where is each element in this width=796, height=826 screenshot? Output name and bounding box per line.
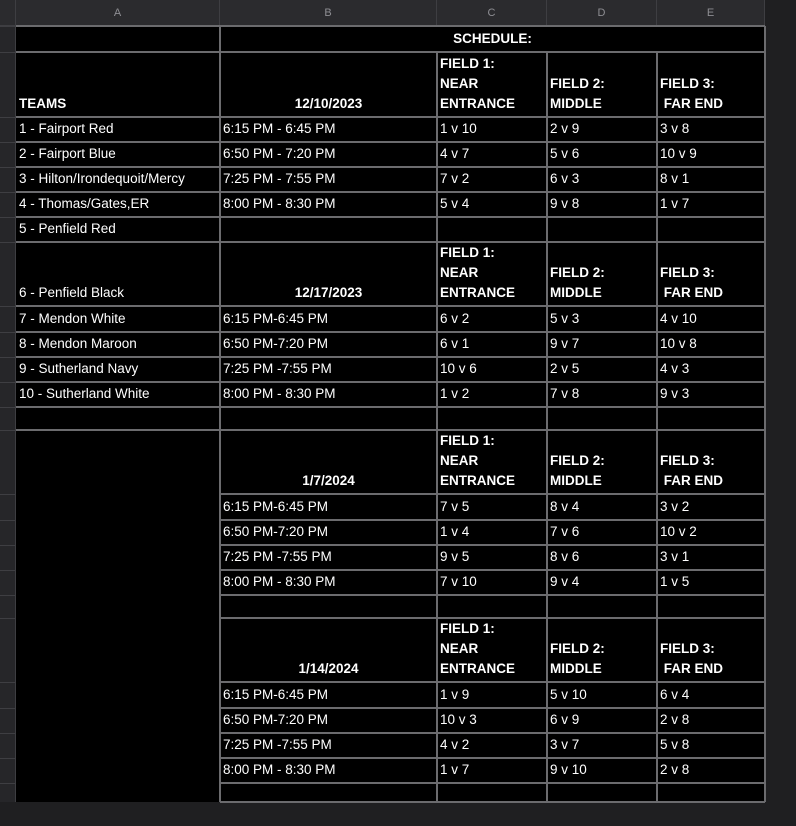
grid-line-horizontal (16, 356, 220, 358)
team-item[interactable]: 10 - Sutherland White (19, 386, 150, 401)
grid-line-horizontal (16, 51, 220, 53)
row-divider (0, 306, 16, 307)
date-header[interactable]: 12/10/2023 (294, 96, 363, 111)
grid-line-vertical (656, 52, 658, 802)
field-2-match-cell[interactable]: 9 v 8 (550, 196, 580, 211)
field-3-header[interactable] (657, 52, 765, 117)
row-divider (0, 217, 16, 218)
time-slot-cell[interactable]: 6:15 PM-6:45 PM (223, 311, 329, 326)
field-2-match-cell[interactable]: 8 v 4 (550, 499, 580, 514)
field-1-match-cell[interactable]: 10 v 3 (440, 712, 477, 727)
time-slot-cell[interactable]: 7:25 PM - 7:55 PM (223, 171, 336, 186)
row-divider (0, 682, 16, 683)
grid-line-horizontal (16, 116, 220, 118)
field-1-match-cell[interactable]: 4 v 7 (440, 146, 470, 161)
field-3-header-line: FIELD 3: (660, 265, 715, 280)
grid-line-horizontal (220, 356, 765, 358)
grid-line-horizontal (220, 594, 765, 596)
grid-line-horizontal (220, 305, 765, 307)
field-3-match-cell[interactable]: 10 v 8 (660, 336, 697, 351)
field-1-match-cell[interactable]: 1 v 2 (440, 386, 470, 401)
time-slot-cell[interactable]: 8:00 PM - 8:30 PM (223, 574, 336, 589)
grid-line-horizontal (220, 544, 765, 546)
field-2-header-line: FIELD 2: (550, 641, 605, 656)
grid-line-horizontal (16, 305, 220, 307)
field-3-header-line: FIELD 3: (660, 641, 715, 656)
field-2-header-line: FIELD 2: (550, 265, 605, 280)
date-header[interactable]: 1/14/2024 (298, 661, 359, 676)
row-divider (0, 357, 16, 358)
time-slot-cell[interactable]: 6:50 PM - 7:20 PM (223, 146, 336, 161)
field-1-match-cell[interactable]: 7 v 2 (440, 171, 470, 186)
column-header-bar (0, 0, 766, 27)
field-3-header-line: FAR END (660, 661, 724, 676)
select-all-corner[interactable] (0, 0, 16, 26)
field-2-match-cell[interactable]: 9 v 4 (550, 574, 580, 589)
field-1-match-cell[interactable]: 1 v 4 (440, 524, 470, 539)
field-3-header-line: FAR END (660, 285, 724, 300)
grid-line-horizontal (220, 191, 765, 193)
field-1-match-cell[interactable]: 7 v 10 (440, 574, 477, 589)
field-3-header[interactable] (657, 430, 765, 494)
row-divider (0, 52, 16, 53)
field-1-header-line: FIELD 1: (440, 621, 495, 636)
field-3-header-line: FAR END (660, 96, 724, 111)
time-slot-cell[interactable]: 6:50 PM-7:20 PM (223, 524, 329, 539)
row-divider (0, 407, 16, 408)
field-2-match-cell[interactable]: 2 v 9 (550, 121, 580, 136)
time-slot-cell[interactable]: 7:25 PM -7:55 PM (223, 361, 332, 376)
grid-line-horizontal (16, 331, 220, 333)
row-divider (0, 545, 16, 546)
field-1-match-cell[interactable]: 1 v 9 (440, 687, 470, 702)
row-divider (0, 142, 16, 143)
grid-line-horizontal (220, 617, 765, 619)
grid-line-horizontal (220, 493, 765, 495)
row-divider (0, 494, 16, 495)
field-1-match-cell[interactable]: 6 v 2 (440, 311, 470, 326)
grid-line-horizontal (220, 782, 765, 784)
grid-line-vertical (219, 26, 221, 802)
team-item[interactable]: 5 - Penfield Red (19, 221, 116, 236)
row-divider (0, 783, 16, 784)
field-3-header[interactable] (657, 618, 765, 682)
grid-line-horizontal (220, 732, 765, 734)
row-divider (0, 618, 16, 619)
row-divider (0, 758, 16, 759)
team-item[interactable]: 4 - Thomas/Gates,ER (19, 196, 150, 211)
field-2-header-line: MIDDLE (550, 661, 602, 676)
field-2-header-line: FIELD 2: (550, 453, 605, 468)
teams-header[interactable]: TEAMS (19, 96, 67, 111)
grid-line-horizontal (220, 216, 765, 218)
row-number-gutter (0, 26, 16, 802)
column-header-c[interactable]: C (437, 0, 547, 26)
grid-line-horizontal (220, 141, 765, 143)
field-1-header[interactable] (437, 430, 547, 494)
bottom-margin (0, 802, 796, 826)
grid-line-horizontal (220, 406, 765, 408)
field-2-match-cell[interactable]: 9 v 7 (550, 336, 580, 351)
field-2-match-cell[interactable]: 6 v 3 (550, 171, 580, 186)
grid-line-horizontal (16, 25, 220, 27)
field-1-header-line: ENTRANCE (440, 96, 516, 111)
field-2-match-cell[interactable]: 6 v 9 (550, 712, 580, 727)
field-2-match-cell[interactable]: 3 v 7 (550, 737, 580, 752)
grid-line-horizontal (220, 519, 765, 521)
row-divider (0, 117, 16, 118)
team-item[interactable]: 3 - Hilton/Irondequoit/Mercy (19, 171, 185, 186)
row-divider (0, 192, 16, 193)
field-1-header-line: FIELD 1: (440, 245, 495, 260)
field-2-header[interactable] (547, 242, 657, 306)
field-1-header-line: ENTRANCE (440, 661, 516, 676)
grid-line-horizontal (220, 681, 765, 683)
field-1-header-line: NEAR (440, 453, 479, 468)
field-1-header-line: ENTRANCE (440, 285, 516, 300)
field-3-header-line: FIELD 3: (660, 76, 715, 91)
team-item[interactable]: 7 - Mendon White (19, 311, 126, 326)
field-2-header[interactable] (547, 430, 657, 494)
field-1-header[interactable] (437, 242, 547, 306)
field-1-match-cell[interactable]: 9 v 5 (440, 549, 470, 564)
grid-line-horizontal (220, 569, 765, 571)
field-1-match-cell[interactable]: 7 v 5 (440, 499, 470, 514)
field-1-match-cell[interactable]: 1 v 10 (440, 121, 477, 136)
time-slot-cell[interactable]: 6:50 PM-7:20 PM (223, 712, 329, 727)
row-divider (0, 520, 16, 521)
row-divider (0, 708, 16, 709)
time-slot-cell[interactable]: 8:00 PM - 8:30 PM (223, 386, 336, 401)
grid-line-horizontal (16, 166, 220, 168)
field-3-match-cell[interactable]: 2 v 8 (660, 762, 690, 777)
grid-line-horizontal (16, 141, 220, 143)
grid-line-horizontal (220, 801, 765, 803)
grid-line-horizontal (220, 707, 765, 709)
field-3-match-cell[interactable]: 9 v 3 (660, 386, 690, 401)
field-3-header-line: FAR END (660, 473, 724, 488)
grid-line-horizontal (16, 191, 220, 193)
field-3-match-cell[interactable]: 10 v 2 (660, 524, 697, 539)
column-header-b[interactable]: B (220, 0, 437, 26)
date-header[interactable]: 12/17/2023 (294, 285, 363, 300)
row-divider (0, 332, 16, 333)
row-divider (0, 733, 16, 734)
team-item[interactable]: 2 - Fairport Blue (19, 146, 116, 161)
field-1-match-cell[interactable]: 10 v 6 (440, 361, 477, 376)
field-3-match-cell[interactable]: 3 v 1 (660, 549, 690, 564)
grid-line-horizontal (220, 381, 765, 383)
field-1-match-cell[interactable]: 1 v 7 (440, 762, 470, 777)
time-slot-cell[interactable]: 6:15 PM-6:45 PM (223, 687, 329, 702)
field-1-header-line: NEAR (440, 76, 479, 91)
field-2-match-cell[interactable]: 7 v 6 (550, 524, 580, 539)
grid-line-horizontal (220, 166, 765, 168)
field-2-header-line: MIDDLE (550, 473, 602, 488)
grid-line-vertical (764, 26, 766, 802)
schedule-title[interactable]: SCHEDULE: (453, 31, 532, 46)
row-divider (0, 382, 16, 383)
time-slot-cell[interactable]: 7:25 PM -7:55 PM (223, 549, 332, 564)
field-3-match-cell[interactable]: 5 v 8 (660, 737, 690, 752)
grid-line-vertical (436, 52, 438, 802)
field-2-header-line: MIDDLE (550, 285, 602, 300)
field-3-match-cell[interactable]: 1 v 7 (660, 196, 690, 211)
field-1-header-line: NEAR (440, 265, 479, 280)
date-header[interactable]: 1/7/2024 (302, 473, 355, 488)
field-1-header-line: ENTRANCE (440, 473, 516, 488)
row-divider (0, 26, 16, 27)
grid-line-horizontal (16, 429, 220, 431)
field-3-match-cell[interactable]: 4 v 3 (660, 361, 690, 376)
field-1-match-cell[interactable]: 6 v 1 (440, 336, 470, 351)
field-2-match-cell[interactable]: 7 v 8 (550, 386, 580, 401)
team-item[interactable]: 1 - Fairport Red (19, 121, 114, 136)
grid-line-horizontal (220, 757, 765, 759)
grid-line-horizontal (16, 216, 220, 218)
grid-line-horizontal (220, 116, 765, 118)
time-slot-cell[interactable]: 6:50 PM-7:20 PM (223, 336, 329, 351)
grid-line-horizontal (220, 331, 765, 333)
grid-line-horizontal (220, 429, 765, 431)
row-divider (0, 167, 16, 168)
time-slot-cell[interactable]: 8:00 PM - 8:30 PM (223, 196, 336, 211)
field-2-header-line: FIELD 2: (550, 76, 605, 91)
grid-line-horizontal (220, 241, 765, 243)
field-3-header-line: FIELD 3: (660, 453, 715, 468)
grid-line-horizontal (220, 51, 765, 53)
right-margin (765, 0, 796, 826)
field-2-match-cell[interactable]: 2 v 5 (550, 361, 580, 376)
grid-line-horizontal (16, 241, 220, 243)
row-divider (0, 570, 16, 571)
grid-line-vertical (546, 52, 548, 802)
column-header-d[interactable]: D (547, 0, 657, 26)
field-3-header[interactable] (657, 242, 765, 306)
column-header-e[interactable]: E (657, 0, 765, 26)
row-divider (0, 595, 16, 596)
time-slot-cell[interactable]: 6:15 PM - 6:45 PM (223, 121, 336, 136)
field-1-header[interactable] (437, 52, 547, 117)
time-slot-cell[interactable]: 8:00 PM - 8:30 PM (223, 762, 336, 777)
row-divider (0, 242, 16, 243)
field-1-header-line: NEAR (440, 641, 479, 656)
field-2-header[interactable] (547, 618, 657, 682)
field-2-header-line: MIDDLE (550, 96, 602, 111)
grid-line-horizontal (220, 25, 765, 27)
field-1-header[interactable] (437, 618, 547, 682)
team-item[interactable]: 9 - Sutherland Navy (19, 361, 139, 376)
field-2-match-cell[interactable]: 5 v 10 (550, 687, 587, 702)
field-1-header-line: FIELD 1: (440, 56, 495, 71)
field-3-match-cell[interactable]: 3 v 8 (660, 121, 690, 136)
field-1-match-cell[interactable]: 4 v 2 (440, 737, 470, 752)
row-divider (0, 430, 16, 431)
field-2-match-cell[interactable]: 5 v 6 (550, 146, 580, 161)
team-item[interactable]: 8 - Mendon Maroon (19, 336, 137, 351)
field-1-match-cell[interactable]: 5 v 4 (440, 196, 470, 211)
field-2-match-cell[interactable]: 5 v 3 (550, 311, 580, 326)
time-slot-cell[interactable]: 7:25 PM -7:55 PM (223, 737, 332, 752)
field-3-match-cell[interactable]: 6 v 4 (660, 687, 690, 702)
grid-line-horizontal (16, 406, 220, 408)
field-3-match-cell[interactable]: 2 v 8 (660, 712, 690, 727)
field-1-header-line: FIELD 1: (440, 433, 495, 448)
column-header-a[interactable]: A (16, 0, 220, 26)
field-3-match-cell[interactable]: 8 v 1 (660, 171, 690, 186)
field-3-match-cell[interactable]: 1 v 5 (660, 574, 690, 589)
field-2-match-cell[interactable]: 9 v 10 (550, 762, 587, 777)
field-3-match-cell[interactable]: 10 v 9 (660, 146, 697, 161)
field-3-match-cell[interactable]: 4 v 10 (660, 311, 697, 326)
team-item[interactable]: 6 - Penfield Black (19, 285, 125, 300)
field-2-header[interactable] (547, 52, 657, 117)
field-3-match-cell[interactable]: 3 v 2 (660, 499, 690, 514)
field-2-match-cell[interactable]: 8 v 6 (550, 549, 580, 564)
time-slot-cell[interactable]: 6:15 PM-6:45 PM (223, 499, 329, 514)
grid-line-horizontal (16, 381, 220, 383)
